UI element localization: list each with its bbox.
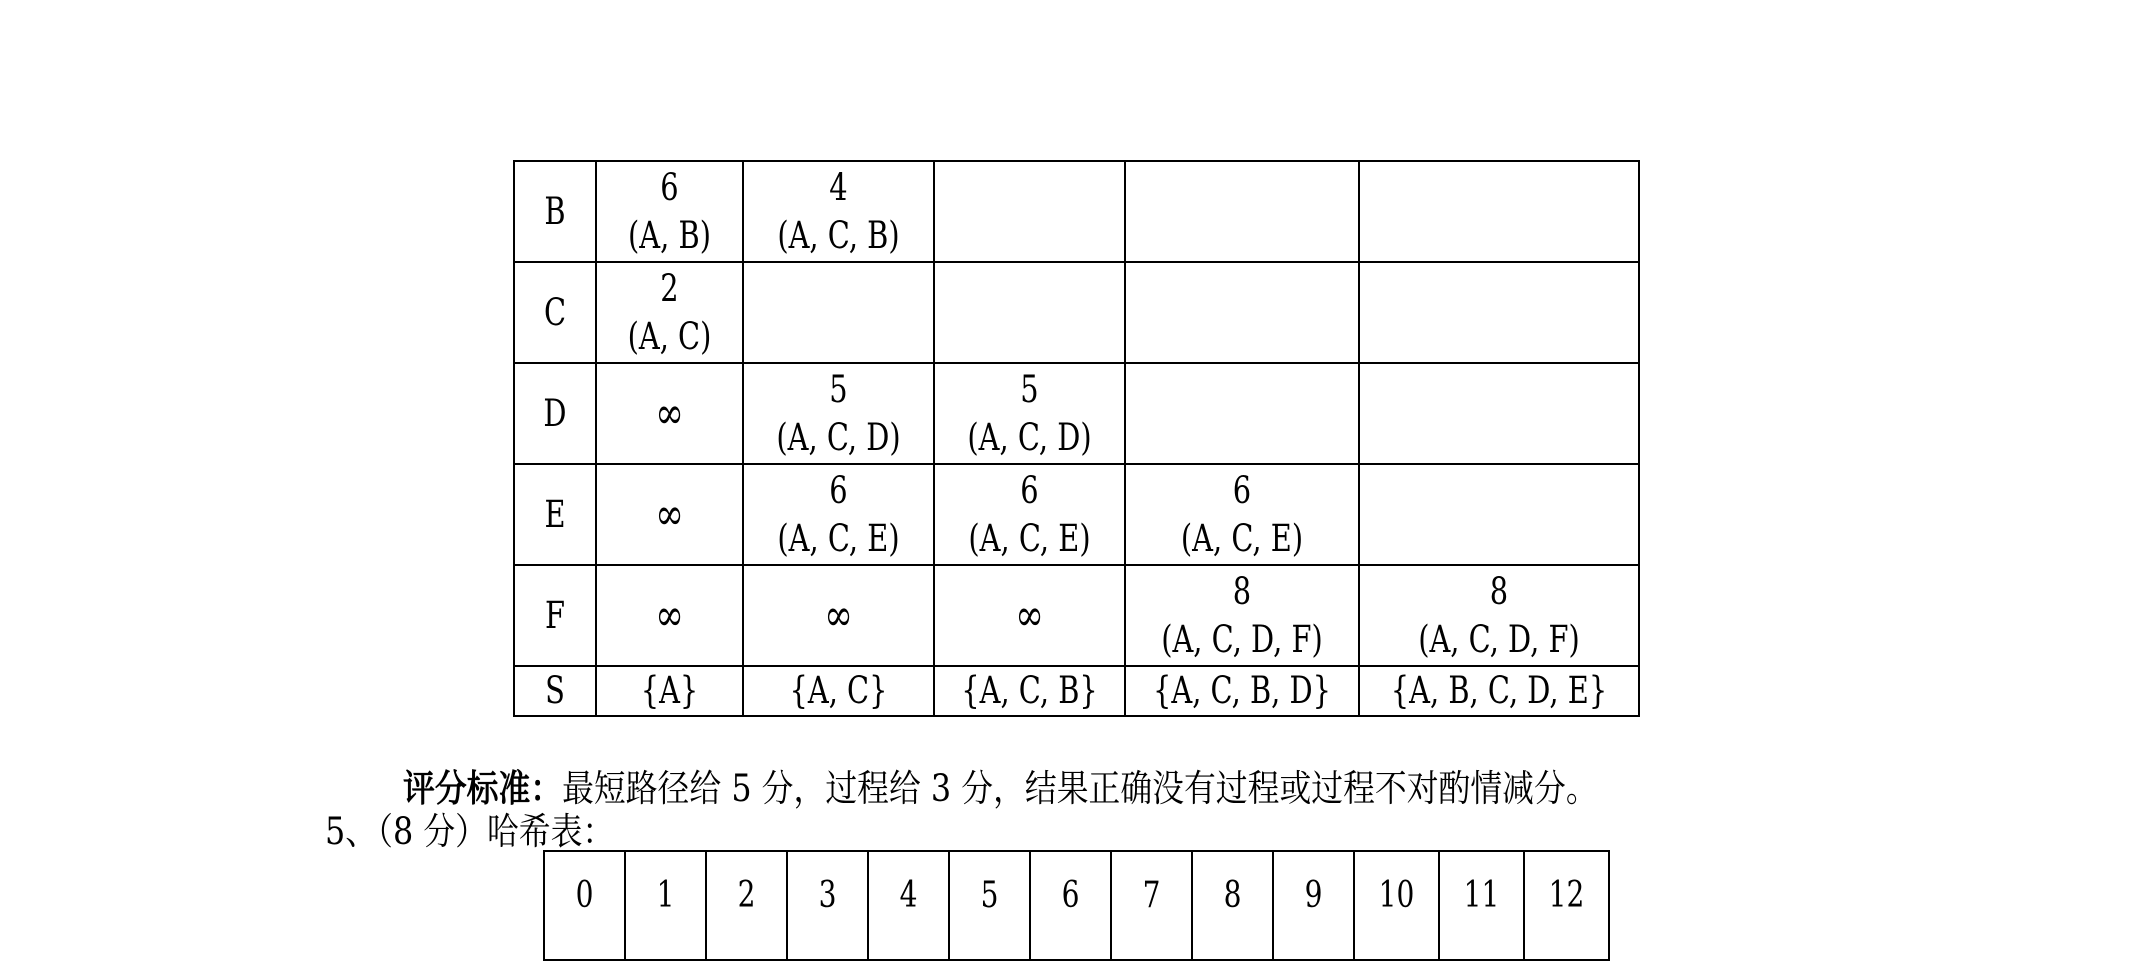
path-value: (A, B) [628,213,711,257]
hash-index-label: 7 [1142,875,1161,916]
distance-cell [934,161,1125,262]
distance-value: 6 [660,165,679,209]
distance-cell [1125,565,1359,666]
distance-cell [596,363,743,464]
shortest-path-table [513,160,1640,717]
distance-cell [1125,464,1359,565]
distance-cell [934,363,1125,464]
distance-cell [1359,262,1639,363]
hash-index-label: 1 [656,875,675,916]
hash-index-cell [1273,851,1354,960]
distance-cell [1359,565,1639,666]
hash-index-cell [1439,851,1524,960]
hash-index-cell [868,851,949,960]
distance-value: 5 [829,367,848,411]
row-label-text: D [543,391,567,435]
distance-cell [596,565,743,666]
hash-index-cell [625,851,706,960]
distance-cell [1359,464,1639,565]
hash-index-label: 5 [980,875,999,916]
distance-cell [934,565,1125,666]
set-s-row [514,666,1639,716]
distance-value: 4 [829,165,848,209]
distance-cell [743,262,934,363]
shortest-path-table-body [514,161,1639,716]
hash-index-cell [1030,851,1111,960]
grading-criteria-text: 最短路径给 5 分，过程给 3 分，结果正确没有过程或过程不对酌情减分。 [562,767,1598,810]
hash-index-cell [1192,851,1273,960]
distance-cell [743,464,934,565]
row-label-text: E [544,492,566,536]
path-value: (A, C, E) [777,516,900,560]
set-cell [1359,666,1639,716]
question-5-heading: 5、（8 分）哈希表： [325,810,615,853]
set-value: {A, B, C, D, E} [1390,669,1608,712]
distance-cell [934,262,1125,363]
row-label [514,666,596,716]
infinity-value: ∞ [1015,589,1044,641]
set-cell [596,666,743,716]
distance-value: 8 [1489,569,1509,613]
table-row [514,565,1639,666]
infinity-value: ∞ [655,387,684,439]
path-value: (A, C, D) [967,415,1092,459]
hash-index-label: 3 [818,875,837,916]
distance-cell [1359,363,1639,464]
distance-cell [596,464,743,565]
set-value: {A, C, B, D} [1152,669,1332,712]
path-value: (A, C, B) [777,213,900,257]
distance-cell [934,464,1125,565]
hash-index-cell [1354,851,1439,960]
infinity-value: ∞ [655,589,684,641]
distance-cell [1125,161,1359,262]
distance-value: 5 [1020,367,1039,411]
hash-index-cell [1524,851,1609,960]
set-value: {A} [640,669,699,712]
hash-index-cell [1111,851,1192,960]
hash-index-label: 8 [1223,875,1242,916]
table-row [514,363,1639,464]
distance-cell [743,565,934,666]
infinity-value: ∞ [824,589,853,641]
distance-value: 6 [1232,468,1252,512]
row-label-text: F [544,593,566,637]
grading-criteria-label: 评分标准： [403,766,563,810]
distance-cell [596,161,743,262]
hash-index-cell [706,851,787,960]
hash-index-label: 6 [1061,875,1080,916]
row-label [514,464,596,565]
row-label [514,161,596,262]
path-value: (A, C, E) [968,516,1091,560]
distance-cell [1125,363,1359,464]
row-label-text: B [544,189,566,233]
row-label-text: S [545,669,565,712]
hash-index-label: 9 [1304,875,1323,916]
hash-table [543,850,1610,961]
set-value: {A, C, B} [961,669,1098,712]
distance-cell [1125,262,1359,363]
distance-value: 6 [829,468,848,512]
distance-value: 2 [660,266,679,310]
infinity-value: ∞ [655,488,684,540]
hash-index-row [544,851,1609,960]
row-label [514,363,596,464]
set-cell [934,666,1125,716]
distance-value: 6 [1020,468,1039,512]
set-value: {A, C} [789,669,888,712]
table-row [514,464,1639,565]
hash-index-label: 0 [575,875,594,916]
set-cell [1125,666,1359,716]
hash-index-cell [544,851,625,960]
path-value: (A, C, D) [776,415,901,459]
grading-criteria [403,764,1598,813]
row-label [514,565,596,666]
set-cell [743,666,934,716]
path-value: (A, C, D, F) [1418,617,1580,661]
path-value: (A, C, D, F) [1161,617,1323,661]
hash-index-label: 10 [1378,875,1415,916]
hash-index-cell [949,851,1030,960]
table-row [514,262,1639,363]
hash-index-cell [787,851,868,960]
hash-index-label: 12 [1548,875,1585,916]
hash-index-label: 4 [899,875,918,916]
path-value: (A, C) [627,314,712,358]
path-value: (A, C, E) [1180,516,1304,560]
row-label-text: C [543,290,567,334]
distance-cell [743,161,934,262]
row-label [514,262,596,363]
distance-value: 8 [1232,569,1252,613]
distance-cell [596,262,743,363]
distance-cell [743,363,934,464]
distance-cell [1359,161,1639,262]
hash-index-label: 11 [1463,875,1500,916]
table-row [514,161,1639,262]
hash-index-label: 2 [737,875,756,916]
